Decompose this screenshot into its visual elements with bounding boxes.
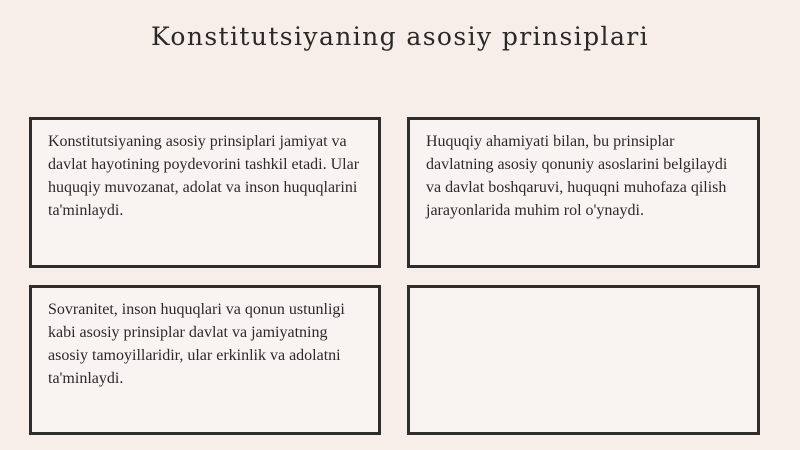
card-text: Huquqiy ahamiyati bilan, bu prinsiplar davlatning asosiy qonuniy asoslarini belgilaydi va davlat boshqaruvi, huquqni muhofaza qilish jarayonlarida muhim rol o'ynaydi. bbox=[426, 133, 728, 219]
card-text: Sovranitet, inson huquqlari va qonun ustunligi kabi asosiy prinsiplar davlat va jamiyatning asosiy tamoyillaridir, ular erkinlik va adolatni ta'minlaydi. bbox=[48, 301, 345, 387]
text-card-top-left bbox=[29, 117, 381, 268]
card-text: Konstitutsiyaning asosiy prinsiplari jamiyat va davlat hayotining poydevorini tashkil etadi. Ular huquqiy muvozanat, adolat va inson huquqlarini ta'minlaydi. bbox=[48, 133, 360, 219]
slide-title: Konstitutsiyaning asosiy prinsiplari bbox=[150, 22, 650, 51]
text-card-top-right bbox=[407, 117, 760, 268]
empty-card-bottom-right bbox=[407, 285, 760, 435]
text-card-bottom-left bbox=[29, 285, 381, 435]
